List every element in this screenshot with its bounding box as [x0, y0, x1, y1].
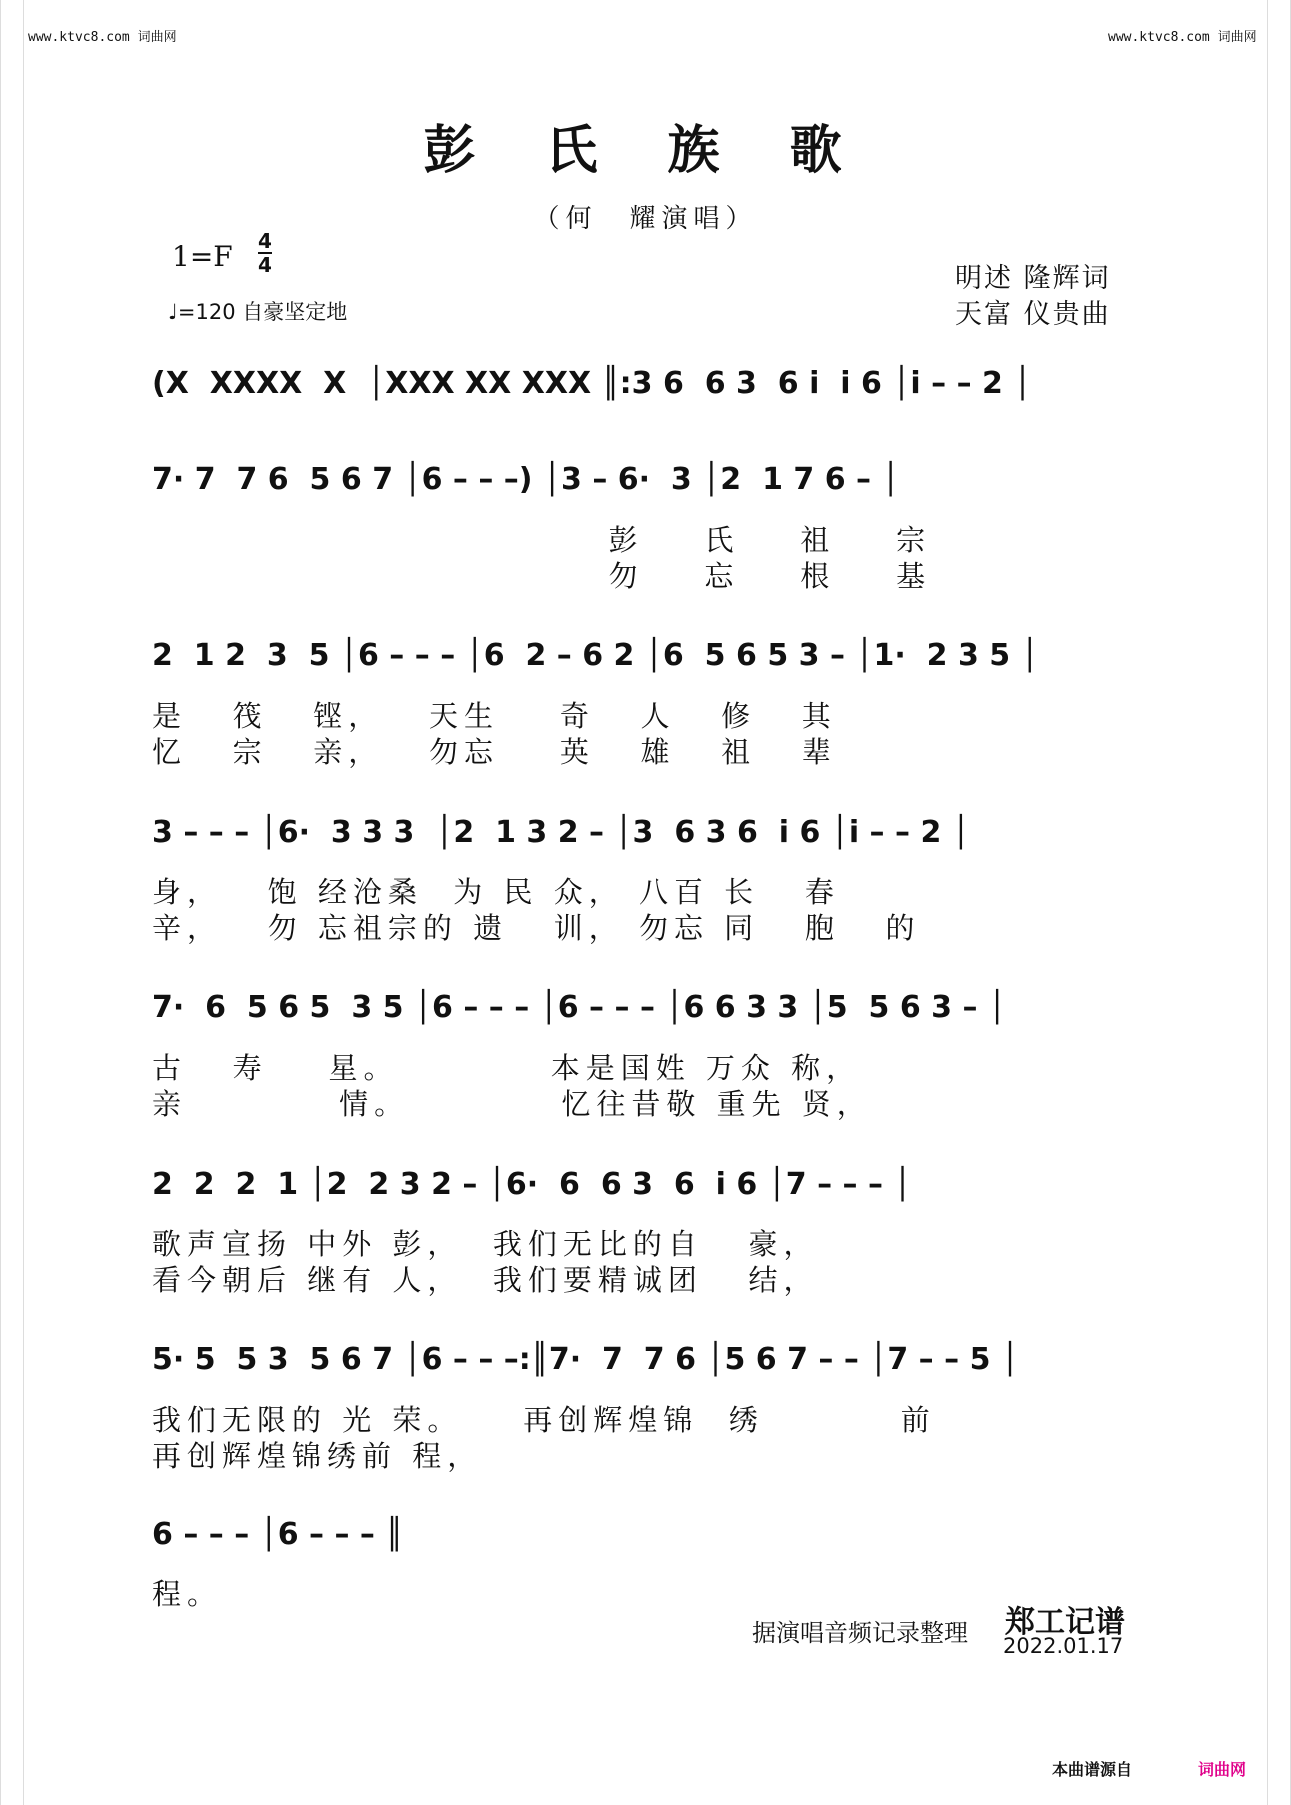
lyrics-line-4-verse-1: 身， 饱 经沧桑 为 民 众， 八百 长 春	[152, 875, 840, 909]
notation-line-5: 7· 6 5 6 5 3 5 │6 – – – │6 – – – │6 6 3 3 │5 5 6 3 – │	[152, 990, 1007, 1025]
time-signature	[258, 230, 272, 276]
header-right-url: www.ktvc8.com 词曲网	[1108, 30, 1257, 45]
transcription-note: 据演唱音频记录整理	[752, 1619, 968, 1647]
transcriber-stamp: 郑工记谱	[1005, 1605, 1125, 1640]
notation-line-8: 6 – – – │6 – – – ║	[152, 1517, 404, 1552]
notation-line-1: (X XXXX X │XXX XX XXX ║:3 6 6 3 6 i i 6 │i – – 2 │	[152, 366, 1032, 401]
left-watermark-strip	[0, 0, 24, 1805]
source-label: 本曲谱源自	[1052, 1760, 1133, 1779]
song-title: 彭 氏 族 歌	[423, 120, 868, 181]
tempo-marking: ♩=120 自豪坚定地	[168, 300, 348, 324]
lyrics-line-5-verse-2: 亲 情。 忆往昔敬 重先 贤，	[152, 1087, 872, 1121]
notation-line-4: 3 – – – │6· 3 3 3 │2 1 3 2 – │3 6 3 6 i 6 │i – – 2 │	[152, 815, 970, 850]
notation-line-3: 2 1 2 3 5 │6 – – – │6 2 – 6 2 │6 5 6 5 3 – │1· 2 3 5 │	[152, 638, 1039, 673]
lyrics-line-2-verse-2: 勿 忘 根 基	[152, 559, 932, 593]
lyrics-line-2-verse-1: 彭 氏 祖 宗	[152, 523, 932, 557]
lyrics-line-7-verse-2: 再创辉煌锦绣前 程，	[152, 1439, 483, 1473]
time-sig-bottom: 4	[258, 253, 272, 277]
lyrics-line-6-verse-1: 歌声宣扬 中外 彭， 我们无比的自 豪，	[152, 1227, 819, 1261]
notation-line-6: 2 2 2 1 │2 2 3 2 – │6· 6 6 3 6 i 6 │7 – – – │	[152, 1167, 912, 1202]
lyrics-line-6-verse-2: 看今朝后 继有 人， 我们要精诚团 结，	[152, 1263, 819, 1297]
source-site-link[interactable]: 词曲网	[1198, 1760, 1247, 1779]
lyrics-line-4-verse-2: 辛， 勿 忘祖宗的 遗 训， 勿忘 同 胞 的	[152, 911, 921, 945]
notation-line-7: 5· 5 5 3 5 6 7 │6 – – –:║7· 7 7 6 │5 6 7 – – │7 – – 5 │	[152, 1342, 1019, 1377]
key-signature: 1=F	[172, 240, 233, 273]
transcription-date: 2022.01.17	[1003, 1634, 1124, 1658]
lyrics-line-8-verse-1: 程。	[152, 1577, 223, 1611]
song-subtitle: （何 耀演唱）	[533, 204, 758, 234]
lyrics-line-7-verse-1: 我们无限的 光 荣。 再创辉煌锦 绣 前	[152, 1403, 936, 1437]
lyrics-line-3-verse-2: 忆 宗 亲， 勿忘 英 雄 祖 辈	[152, 735, 837, 769]
header-left-url: www.ktvc8.com 词曲网	[28, 30, 177, 45]
time-sig-top: 4	[258, 229, 272, 253]
right-watermark-strip	[1267, 0, 1291, 1805]
lyrics-line-3-verse-1: 是 筏 铿， 天生 奇 人 修 其	[152, 699, 837, 733]
composer-credit: 天富 仪贵曲	[955, 299, 1111, 330]
lyricist-credit: 明述 隆辉词	[955, 263, 1111, 294]
notation-line-2: 7· 7 7 6 5 6 7 │6 – – –) │3 – 6· 3 │2 1 7 6 – │	[152, 462, 900, 497]
lyrics-line-5-verse-1: 古 寿 星。 本是国姓 万众 称，	[152, 1051, 862, 1085]
